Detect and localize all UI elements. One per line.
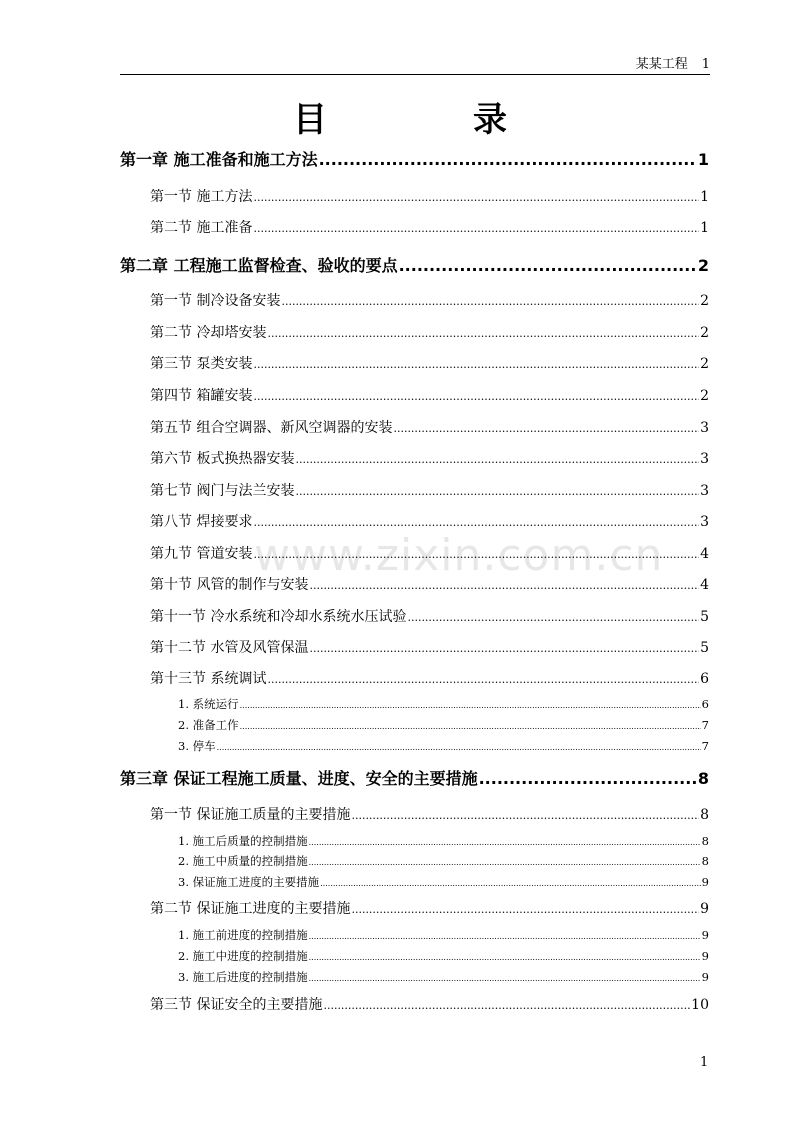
- toc-leader: [253, 387, 699, 407]
- toc-section-2-1[interactable]: [150, 291, 709, 312]
- toc-leader: [253, 513, 699, 533]
- toc-section-2-4[interactable]: [150, 386, 709, 407]
- toc-leader: [217, 740, 701, 755]
- toc-leader: [281, 292, 699, 312]
- toc-page: 1: [697, 150, 709, 169]
- toc-leader: [309, 971, 701, 986]
- toc-page: 2: [697, 256, 709, 275]
- toc-page: 8: [701, 834, 709, 848]
- toc-page: 4: [700, 546, 709, 562]
- toc-page: 10: [691, 997, 709, 1013]
- toc-item-3-2-1[interactable]: [178, 928, 709, 944]
- toc-page: 8: [697, 769, 709, 788]
- toc-leader: [253, 355, 699, 375]
- toc-leader: [407, 608, 699, 628]
- toc-section-2-7[interactable]: [150, 481, 709, 502]
- toc-section-1-2[interactable]: [150, 218, 709, 239]
- toc-page: 8: [701, 854, 709, 868]
- toc-page: 9: [701, 949, 709, 963]
- toc-leader: [309, 639, 699, 659]
- toc-leader: [399, 255, 697, 277]
- page-title: 目 录: [293, 100, 563, 140]
- toc-section-2-6[interactable]: [150, 449, 709, 470]
- toc-leader: [479, 768, 697, 790]
- toc-page: 9: [701, 970, 709, 984]
- toc-label: 2. 准备工作: [178, 718, 239, 732]
- toc-section-2-11[interactable]: [150, 607, 709, 628]
- toc-page: 7: [701, 718, 709, 732]
- toc-leader: [253, 219, 699, 239]
- toc-label: 第一节 保证施工质量的主要措施: [150, 807, 351, 823]
- toc-page: 5: [700, 640, 709, 656]
- toc-label: 2. 施工中进度的控制措施: [178, 949, 308, 963]
- toc-leader: [240, 719, 701, 734]
- toc-leader: [309, 950, 701, 965]
- toc-leader: [267, 670, 699, 690]
- toc-chapter-3[interactable]: [120, 768, 709, 790]
- toc-item-2-13-3[interactable]: [178, 739, 709, 755]
- toc-page: 8: [700, 807, 709, 823]
- toc-label: 第二节 施工准备: [150, 220, 253, 236]
- toc-leader: [267, 324, 699, 344]
- toc-label: 第四节 箱罐安装: [150, 388, 253, 404]
- toc-section-2-3[interactable]: [150, 354, 709, 375]
- toc-page: 9: [701, 875, 709, 889]
- watermark: www.zixin.com.cn: [254, 530, 664, 581]
- toc-label: 1. 系统运行: [178, 697, 239, 711]
- toc-section-3-2[interactable]: [150, 899, 709, 920]
- toc-page: 1: [700, 189, 709, 205]
- toc-label: 2. 施工中质量的控制措施: [178, 854, 308, 868]
- toc-leader: [295, 482, 699, 502]
- toc-label: 第三节 泵类安装: [150, 356, 253, 372]
- toc-page: 2: [700, 293, 709, 309]
- toc-section-2-12[interactable]: [150, 638, 709, 659]
- toc-item-2-13-1[interactable]: [178, 697, 709, 713]
- toc-page: 1: [700, 220, 709, 236]
- toc-item-3-1-1[interactable]: [178, 834, 709, 850]
- toc-page: 3: [700, 420, 709, 436]
- toc-leader: [309, 576, 699, 596]
- toc-label: 第二节 冷却塔安装: [150, 325, 267, 341]
- toc-label: 3. 保证施工进度的主要措施: [178, 875, 320, 889]
- toc-leader: [240, 698, 701, 713]
- toc-label: 第九节 管道安装: [150, 546, 253, 562]
- toc-leader: [323, 996, 690, 1016]
- header-project: 某某工程: [635, 57, 688, 72]
- toc-section-3-3[interactable]: [150, 995, 709, 1016]
- toc-leader: [309, 929, 701, 944]
- toc-section-2-13[interactable]: [150, 669, 709, 690]
- toc-section-2-2[interactable]: [150, 323, 709, 344]
- toc-chapter-1[interactable]: [120, 149, 709, 171]
- toc-section-2-5[interactable]: [150, 418, 709, 439]
- toc-label: 1. 施工前进度的控制措施: [178, 928, 308, 942]
- toc-label: 第十节 风管的制作与安装: [150, 577, 309, 593]
- toc-label: 第二章 工程施工监督检查、验收的要点: [120, 256, 398, 275]
- toc-item-3-2-3[interactable]: [178, 970, 709, 986]
- toc-label: 第一节 制冷设备安装: [150, 293, 281, 309]
- toc-page: 3: [700, 514, 709, 530]
- toc-leader: [319, 149, 697, 171]
- toc-leader: [253, 188, 699, 208]
- toc-section-2-8[interactable]: [150, 512, 709, 533]
- toc-label: 第一节 施工方法: [150, 189, 253, 205]
- footer-page-number: 1: [700, 1055, 709, 1070]
- toc-leader: [295, 450, 699, 470]
- toc-label: 第六节 板式换热器安装: [150, 451, 295, 467]
- toc-page: 2: [700, 325, 709, 341]
- toc-label: 第二节 保证施工进度的主要措施: [150, 901, 351, 917]
- toc-label: 3. 施工后进度的控制措施: [178, 970, 308, 984]
- toc-page: 9: [700, 901, 709, 917]
- toc-page: 5: [700, 609, 709, 625]
- toc-label: 第七节 阀门与法兰安装: [150, 483, 295, 499]
- toc-section-2-10[interactable]: [150, 575, 709, 596]
- toc-item-3-2-2[interactable]: [178, 949, 709, 965]
- toc-item-3-1-3[interactable]: [178, 875, 709, 891]
- toc-label: 第三节 保证安全的主要措施: [150, 997, 323, 1013]
- toc-page: 7: [701, 739, 709, 753]
- toc-chapter-2[interactable]: [120, 255, 709, 277]
- toc-page: 2: [700, 356, 709, 372]
- toc-page: 2: [700, 388, 709, 404]
- toc-section-1-1[interactable]: [150, 187, 709, 208]
- toc-page: 9: [701, 928, 709, 942]
- toc-label: 3. 停车: [178, 739, 216, 753]
- toc-page: 6: [701, 697, 709, 711]
- toc-label: 第一章 施工准备和施工方法: [120, 150, 318, 169]
- toc-page: 3: [700, 451, 709, 467]
- toc-label: 第十一节 冷水系统和冷却水系统水压试验: [150, 609, 407, 625]
- toc-leader: [320, 876, 701, 891]
- toc-leader: [393, 419, 699, 439]
- toc-label: 第十二节 水管及风管保温: [150, 640, 309, 656]
- toc-page: 4: [700, 577, 709, 593]
- toc-leader: [309, 855, 701, 870]
- header-page: 1: [701, 57, 710, 72]
- toc-leader: [309, 835, 701, 850]
- toc-leader: [253, 545, 699, 565]
- toc-label: 第五节 组合空调器、新风空调器的安装: [150, 420, 393, 436]
- toc-item-3-1-2[interactable]: [178, 854, 709, 870]
- toc-label: 第十三节 系统调试: [150, 671, 267, 687]
- toc-section-3-1[interactable]: [150, 805, 709, 826]
- toc-label: 1. 施工后质量的控制措施: [178, 834, 308, 848]
- toc-page: 6: [700, 671, 709, 687]
- toc-section-2-9[interactable]: [150, 544, 709, 565]
- toc-leader: [351, 806, 699, 826]
- toc-label: 第八节 焊接要求: [150, 514, 253, 530]
- toc-item-2-13-2[interactable]: [178, 718, 709, 734]
- toc-page: 3: [700, 483, 709, 499]
- toc-label: 第三章 保证工程施工质量、进度、安全的主要措施: [120, 769, 478, 788]
- toc-leader: [351, 900, 699, 920]
